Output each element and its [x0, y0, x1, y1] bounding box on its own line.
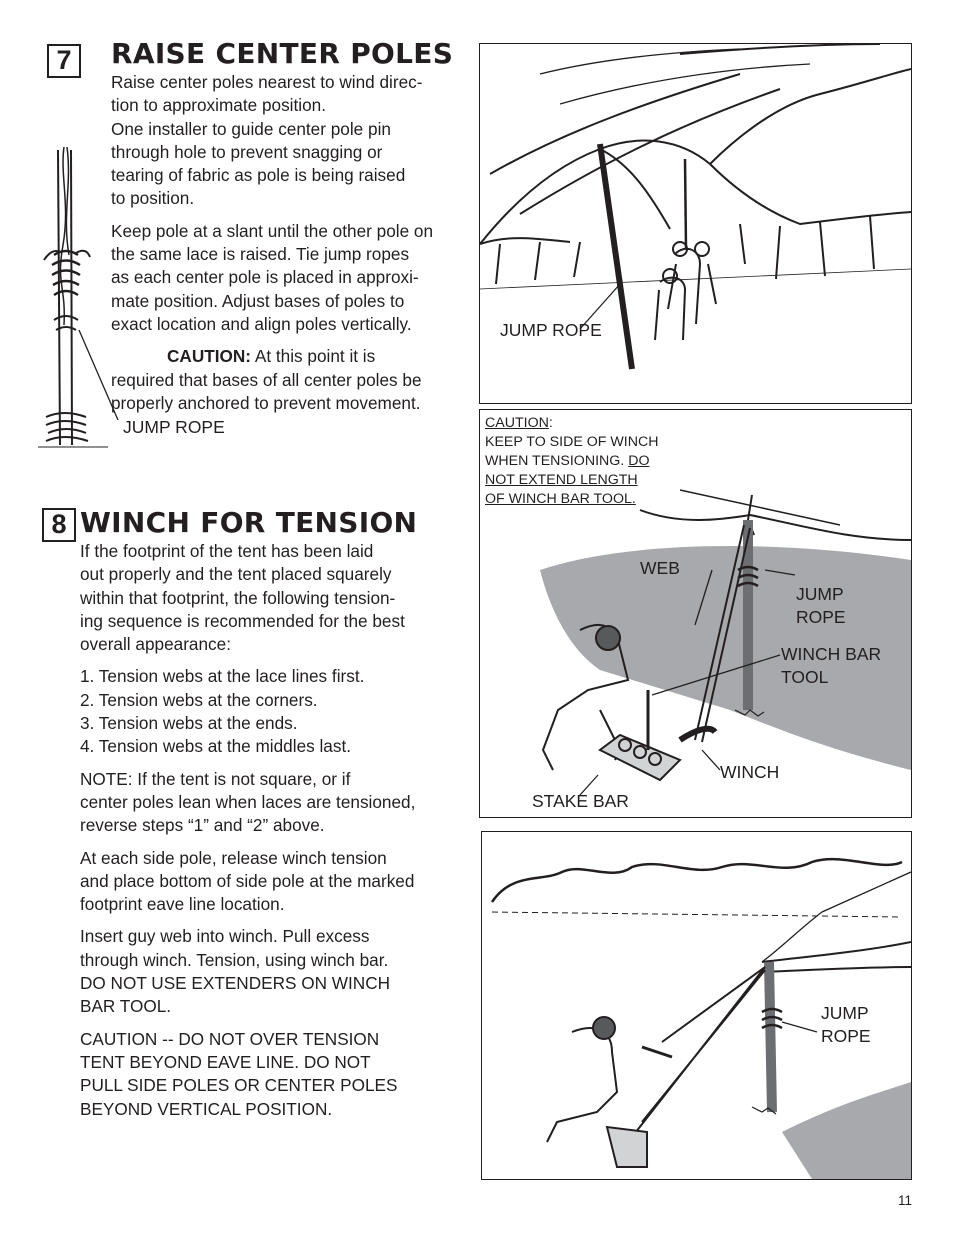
text-line: BEYOND VERTICAL POSITION. — [80, 1098, 333, 1119]
list-item: 4. Tension webs at the middles last. — [80, 736, 352, 757]
caution-line: OF WINCH BAR TOOL. — [485, 491, 636, 507]
caution-line: KEEP TO SIDE OF WINCH — [485, 434, 659, 450]
text-line: center poles lean when laces are tensioned, — [80, 791, 416, 812]
caution-line — [485, 452, 658, 471]
text-line: tion to approximate position. — [111, 95, 326, 116]
caution-title-line — [485, 414, 658, 433]
text-line: to position. — [111, 188, 195, 209]
pole-jump-rope-illustration — [36, 145, 126, 455]
text-line: TENT BEYOND EAVE LINE. DO NOT — [80, 1051, 371, 1072]
text-line: as each center pole is placed in approxi- — [111, 267, 419, 288]
tensioning-steps-list — [80, 665, 470, 758]
text-line: overall appearance: — [80, 634, 231, 655]
figure-side-pole-tensioning — [481, 831, 912, 1180]
caution-title: CAUTION — [485, 415, 549, 431]
section7-text — [111, 71, 471, 415]
caution-line: NOT EXTEND LENGTH — [485, 472, 638, 488]
side-jump-rope-label: ROPE — [821, 1026, 871, 1046]
section-title-raise-center-poles: RAISE CENTER POLES — [111, 37, 454, 70]
text-line: required that bases of all center poles be — [111, 369, 422, 390]
text-line: CAUTION -- DO NOT OVER TENSION — [80, 1028, 380, 1049]
page-number: 11 — [898, 1193, 913, 1208]
text-line: out properly and the tent placed squarely — [80, 564, 392, 585]
text-line: within that footprint, the following tension- — [80, 587, 396, 608]
winch-label: WINCH — [720, 762, 780, 782]
jump-rope-label: ROPE — [796, 607, 846, 627]
list-item: 3. Tension webs at the ends. — [80, 713, 298, 734]
caution-label: CAUTION: — [167, 346, 252, 367]
caution-text: At this point it is — [251, 346, 376, 367]
text-line: BAR TOOL. — [80, 996, 172, 1017]
caution-text-underlined: DO — [628, 453, 650, 469]
section8-text — [80, 540, 470, 1121]
web-label: WEB — [640, 558, 680, 578]
caution-text: WHEN TENSIONING. — [485, 453, 629, 469]
jump-rope-label: JUMP — [796, 584, 844, 604]
text-line: If the footprint of the tent has been laid — [80, 541, 374, 561]
step-number-8: 8 — [42, 508, 76, 542]
text-line: Keep pole at a slant until the other pole on — [111, 220, 434, 241]
winch-caution-note — [485, 414, 658, 509]
text-line: exact location and align poles vertically. — [111, 313, 412, 334]
text-line: through winch. Tension, using winch bar. — [80, 949, 389, 970]
text-line: properly anchored to prevent movement. — [111, 392, 421, 413]
text-line: PULL SIDE POLES OR CENTER POLES — [80, 1075, 398, 1096]
figure-jump-rope-label: JUMP ROPE — [500, 320, 602, 340]
winch-bar-tool-label: WINCH BAR — [781, 644, 882, 664]
text-line: mate position. Adjust bases of poles to — [111, 290, 405, 311]
text-line: One installer to guide center pole pin — [111, 118, 391, 139]
caution-line — [111, 345, 471, 368]
winch-bar-tool-label: TOOL — [781, 667, 829, 687]
side-jump-rope-label: JUMP — [821, 1003, 869, 1023]
stake-bar-label: STAKE BAR — [532, 791, 629, 811]
text-line: reverse steps “1” and “2” above. — [80, 815, 325, 836]
text-line: NOTE: If the tent is not square, or if — [80, 768, 351, 789]
section-title-winch-for-tension: WINCH FOR TENSION — [80, 506, 418, 539]
text-line: At each side pole, release winch tension — [80, 847, 387, 868]
text-line: footprint eave line location. — [80, 894, 285, 915]
text-line: tearing of fabric as pole is being raised — [111, 165, 406, 186]
text-line: Insert guy web into winch. Pull excess — [80, 926, 370, 947]
text-line: Raise center poles nearest to wind direc- — [111, 72, 423, 92]
figure-raise-center-poles — [479, 43, 912, 404]
list-item: 2. Tension webs at the corners. — [80, 689, 318, 710]
caution-colon: : — [548, 415, 553, 431]
text-line: through hole to prevent snagging or — [111, 141, 383, 162]
list-item: 1. Tension webs at the lace lines first. — [80, 666, 365, 687]
pole-jump-rope-label: JUMP ROPE — [123, 417, 225, 437]
text-line: DO NOT USE EXTENDERS ON WINCH — [80, 973, 391, 994]
figure-winch-tensioning — [479, 409, 912, 818]
text-line: and place bottom of side pole at the marked — [80, 870, 415, 891]
tent-raising-drawing — [480, 44, 911, 403]
text-line: the same lace is raised. Tie jump ropes — [111, 244, 410, 265]
step-number-7: 7 — [47, 44, 81, 78]
text-line: ing sequence is recommended for the best — [80, 610, 405, 631]
